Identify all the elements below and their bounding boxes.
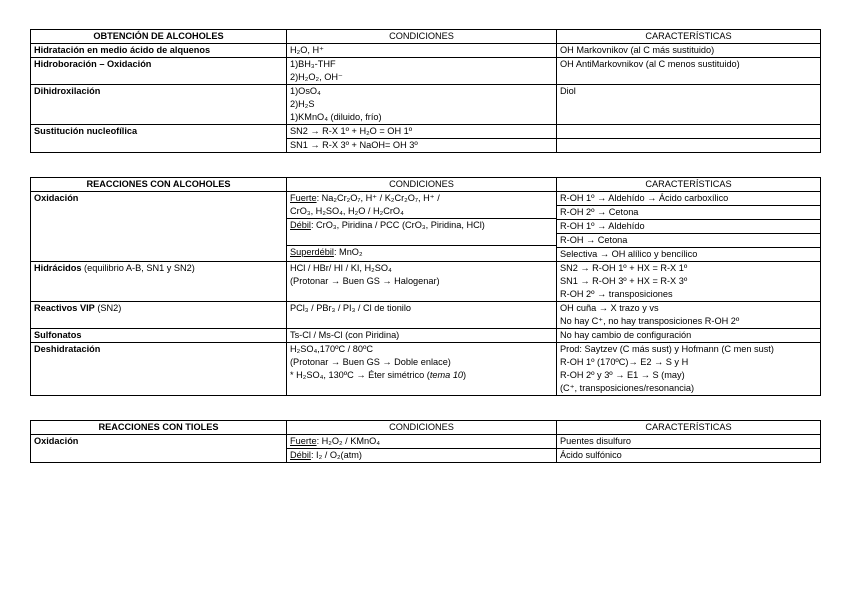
cond-line: (Protonar → Buen GS → Doble enlace) (290, 357, 451, 367)
cond-italic: tema 10 (429, 370, 464, 380)
table-row-hidroboracion (31, 58, 821, 85)
cond-line: 1)BH₃-THF (290, 59, 336, 69)
car-line: (C⁺, transposiciones/resonancia) (560, 383, 695, 393)
row-name: Sustitución nucleofílica (31, 125, 287, 139)
table-row-oxidacion-tioles-debil (31, 449, 821, 463)
table-row-sustitucion (31, 125, 821, 139)
table-row-deshidratacion (31, 343, 821, 396)
header-caracteristicas: CARACTERÍSTICAS (557, 178, 821, 192)
document-page (30, 29, 820, 463)
header-caracteristicas: CARACTERÍSTICAS (557, 421, 821, 435)
superdebil-text: : MnO₂ (333, 247, 363, 257)
table-row-dihidroxilacion (31, 85, 821, 125)
header-condiciones: CONDICIONES (287, 30, 557, 44)
cond-line: 1)KMnO₄ (diluido, frío) (290, 112, 382, 122)
cond-line (290, 192, 553, 205)
cond-line: HCl / HBr/ HI / KI, H₂SO₄ (290, 263, 392, 273)
row-condiciones: PCl₃ / PBr₃ / PI₃ / Cl de tionilo (287, 302, 557, 329)
table-header-row (31, 178, 821, 192)
superdebil-label: Superdébil (290, 247, 334, 257)
row-name: Oxidación (31, 435, 287, 449)
debil-label: Débil (290, 450, 311, 460)
fuerte-label: Fuerte (290, 436, 317, 446)
row-name: Sulfonatos (31, 329, 287, 343)
row-name: Oxidación (31, 192, 287, 262)
row-name: Hidratación en medio ácido de alquenos (31, 44, 287, 58)
fuerte-label: Fuerte (290, 193, 317, 203)
header-caracteristicas: CARACTERÍSTICAS (557, 30, 821, 44)
row-caracteristicas: OH Markovnikov (al C más sustituido) (557, 44, 821, 58)
row-caracteristicas: Ácido sulfónico (557, 449, 821, 463)
debil-text: : CrO₃, Piridina / PCC (CrO₃, Piridina, HCl) (310, 220, 485, 230)
row-name: Deshidratación (31, 343, 287, 396)
table-obtencion-alcoholes (30, 29, 821, 153)
table-reacciones-tioles (30, 420, 821, 463)
row-caracteristicas: OH AntiMarkovnikov (al C menos sustituido) (557, 58, 821, 85)
table-row-hidracidos (31, 262, 821, 302)
row-condiciones (287, 343, 557, 396)
cond-line: (Protonar → Buen GS → Halogenar) (290, 276, 440, 286)
spacer (30, 153, 820, 177)
cond-line: 2)H₂S (290, 99, 315, 109)
cond-line: 2)H₂O₂, OH⁻ (290, 72, 343, 82)
row-condiciones: H₂O, H⁺ (287, 44, 557, 58)
cond-line (290, 232, 553, 245)
cond-line: CrO₃, H₂SO₄, H₂O / H₂CrO₄ (290, 206, 404, 216)
table-reacciones-alcoholes (30, 177, 821, 396)
cond-text: * H₂SO₄, 130ºC → Éter simétrico ( (290, 370, 430, 380)
row-caracteristicas: Puentes disulfuro (557, 435, 821, 449)
row-name (31, 139, 287, 153)
row-condiciones: Ts-Cl / Ms-Cl (con Piridina) (287, 329, 557, 343)
spacer (30, 396, 820, 420)
row-name: Dihidroxilación (31, 85, 287, 125)
row-caracteristicas (557, 262, 821, 302)
cond-line: 1)OsO₄ (290, 86, 321, 96)
row-condiciones (287, 58, 557, 85)
header-obtencion: OBTENCIÓN DE ALCOHOLES (31, 30, 287, 44)
table-row-hidratacion (31, 44, 821, 58)
row-condiciones (287, 262, 557, 302)
table-row-sustitucion-sn1 (31, 139, 821, 153)
fuerte-text: : Na₂Cr₂O₇, H⁺ / K₂Cr₂O₇, H⁺ / (316, 193, 440, 203)
row-caracteristicas: No hay cambio de configuración (557, 329, 821, 343)
row-caracteristicas (557, 125, 821, 139)
table-row-vip (31, 302, 821, 329)
table-header-row (31, 421, 821, 435)
car-line: R-OH 2º → Cetona (557, 205, 820, 219)
car-line: Selectiva → OH alílico y bencílico (557, 247, 820, 261)
table-header-row (31, 30, 821, 44)
row-condiciones (287, 435, 557, 449)
cond-line: H₂SO₄,170ºC / 80ºC (290, 344, 373, 354)
cond-line: SN2 → R-X 1º + H₂O = OH 1º (290, 126, 413, 136)
table-row-sulfonatos (31, 329, 821, 343)
row-condiciones (287, 125, 557, 139)
table-row-oxidacion (31, 192, 821, 262)
row-name (31, 449, 287, 463)
car-line: R-OH 2º y 3º → E1 → S (may) (560, 370, 685, 380)
car-line: No hay C⁺, no hay transposiciones R-OH 2º (560, 316, 740, 326)
row-caracteristicas: Diol (557, 85, 821, 125)
car-line: OH cuña → X trazo y vs (560, 303, 659, 313)
car-line: Prod: Saytzev (C más sust) y Hofmann (C men sust) (560, 344, 774, 354)
row-caracteristicas (557, 139, 821, 153)
row-name (31, 262, 287, 302)
row-name-main: Reactivos VIP (34, 303, 95, 313)
row-condiciones (287, 449, 557, 463)
car-line: SN1 → R-OH 3º + HX = R-X 3º (560, 276, 688, 286)
car-line: R-OH 1º → Aldehído (557, 219, 820, 233)
table-row-oxidacion-tioles (31, 435, 821, 449)
row-name-extra: (SN2) (94, 303, 122, 313)
car-line: R-OH 2º → transposiciones (560, 289, 673, 299)
row-name: Hidroboración – Oxidación (31, 58, 287, 85)
fuerte-text: : H₂O₂ / KMnO₄ (316, 436, 381, 446)
header-reacciones-tioles: REACCIONES CON TIOLES (31, 421, 287, 435)
row-caracteristicas (557, 302, 821, 329)
cond-line (287, 218, 556, 232)
row-condiciones (287, 85, 557, 125)
header-reacciones: REACCIONES CON ALCOHOLES (31, 178, 287, 192)
row-name-main: Hidrácidos (34, 263, 82, 273)
row-caracteristicas (557, 192, 821, 262)
row-name-extra: (equilibrio A-B, SN1 y SN2) (81, 263, 195, 273)
row-caracteristicas (557, 343, 821, 396)
car-line: SN2 → R-OH 1º + HX = R-X 1º (560, 263, 688, 273)
cond-line (290, 382, 553, 395)
header-condiciones: CONDICIONES (287, 178, 557, 192)
cond-end: ) (463, 370, 467, 380)
row-condiciones (287, 192, 557, 262)
car-line: R-OH 1º (170ºC)→ E2 → S y H (560, 357, 689, 367)
debil-label: Débil (290, 220, 311, 230)
cond-line (287, 245, 556, 259)
cond-line (290, 369, 553, 382)
car-line: R-OH 1º → Aldehído → Ácido carboxílico (560, 193, 729, 203)
row-condiciones: SN1 → R-X 3º + NaOH= OH 3º (287, 139, 557, 153)
header-condiciones: CONDICIONES (287, 421, 557, 435)
car-line: R-OH → Cetona (557, 233, 820, 247)
row-name (31, 302, 287, 329)
debil-text: : I₂ / O₂(atm) (310, 450, 362, 460)
